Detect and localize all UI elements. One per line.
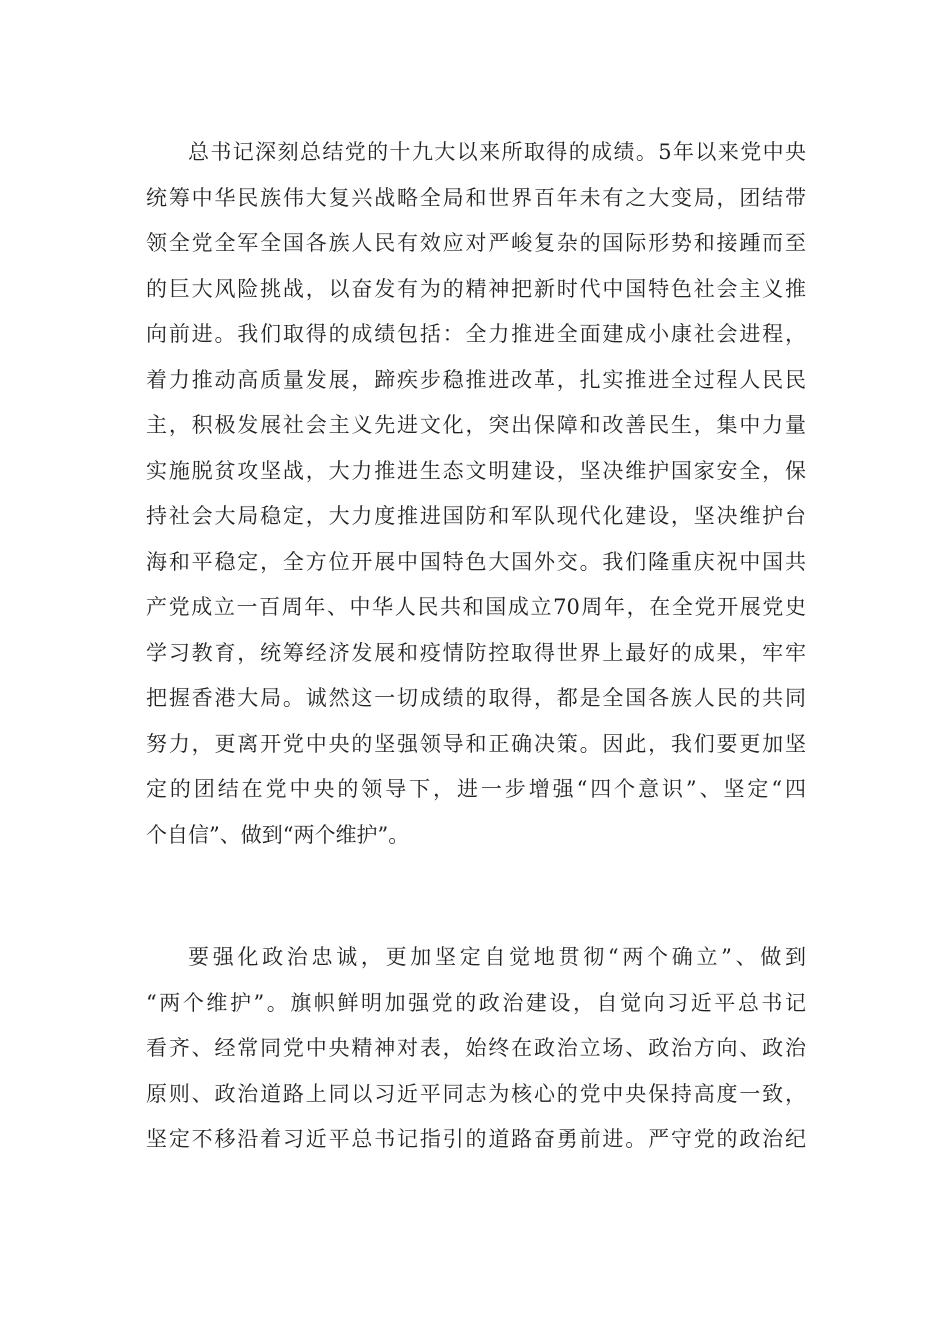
paragraph-line: 着力推动高质量发展，蹄疾步稳推进改革，扎实推进全过程人民民 — [146, 367, 806, 392]
paragraph-2 — [146, 935, 806, 1163]
paragraph-line: 原则、政治道路上同以习近平同志为核心的党中央保持高度一致， — [146, 1081, 806, 1106]
paragraph-line: 实施脱贫攻坚战，大力推进生态文明建设，坚决维护国家安全，保 — [146, 458, 806, 483]
paragraph-line: 总书记深刻总结党的十九大以来所取得的成绩。5年以来党中央 — [188, 140, 806, 164]
paragraph-1 — [146, 130, 806, 858]
paragraph-line: 海和平稳定，全方位开展中国特色大国外交。我们隆重庆祝中国共 — [146, 549, 806, 574]
paragraph-line: 产党成立一百周年、中华人民共和国成立70周年，在全党开展党史 — [146, 595, 806, 619]
paragraph-line: 主，积极发展社会主义先进文化，突出保障和改善民生，集中力量 — [146, 413, 806, 437]
paragraph-line: “两个维护”。旗帜鲜明加强党的政治建设，自觉向习近平总书记 — [146, 990, 806, 1015]
paragraph-line: 定的团结在党中央的领导下，进一步增强“四个意识”、坚定“四 — [146, 777, 806, 801]
paragraph-line: 领全党全军全国各族人民有效应对严峻复杂的国际形势和接踵而至 — [146, 231, 806, 255]
paragraph-line: 个自信”、做到“两个维护”。 — [146, 822, 410, 847]
paragraph-line: 的巨大风险挑战，以奋发有为的精神把新时代中国特色社会主义推 — [146, 276, 806, 301]
paragraph-line: 学习教育，统筹经济发展和疫情防控取得世界上最好的成果，牢牢 — [146, 640, 806, 665]
paragraph-line: 把握香港大局。诚然这一切成绩的取得，都是全国各族人民的共同 — [146, 686, 806, 710]
paragraph-line: 向前进。我们取得的成绩包括：全力推进全面建成小康社会进程， — [146, 322, 806, 346]
paragraph-line: 统筹中华民族伟大复兴战略全局和世界百年未有之大变局，团结带 — [146, 185, 806, 210]
paragraph-line: 坚定不移沿着习近平总书记指引的道路奋勇前进。严守党的政治纪 — [146, 1127, 806, 1151]
paragraph-line: 持社会大局稳定，大力度推进国防和军队现代化建设，坚决维护台 — [146, 504, 806, 528]
paragraph-line: 要强化政治忠诚，更加坚定自觉地贯彻“两个确立”、做到 — [188, 945, 806, 969]
paragraph-line: 努力，更离开党中央的坚强领导和正确决策。因此，我们要更加坚 — [146, 731, 806, 756]
paragraph-line: 看齐、经常同党中央精神对表，始终在政治立场、政治方向、政治 — [146, 1036, 806, 1060]
